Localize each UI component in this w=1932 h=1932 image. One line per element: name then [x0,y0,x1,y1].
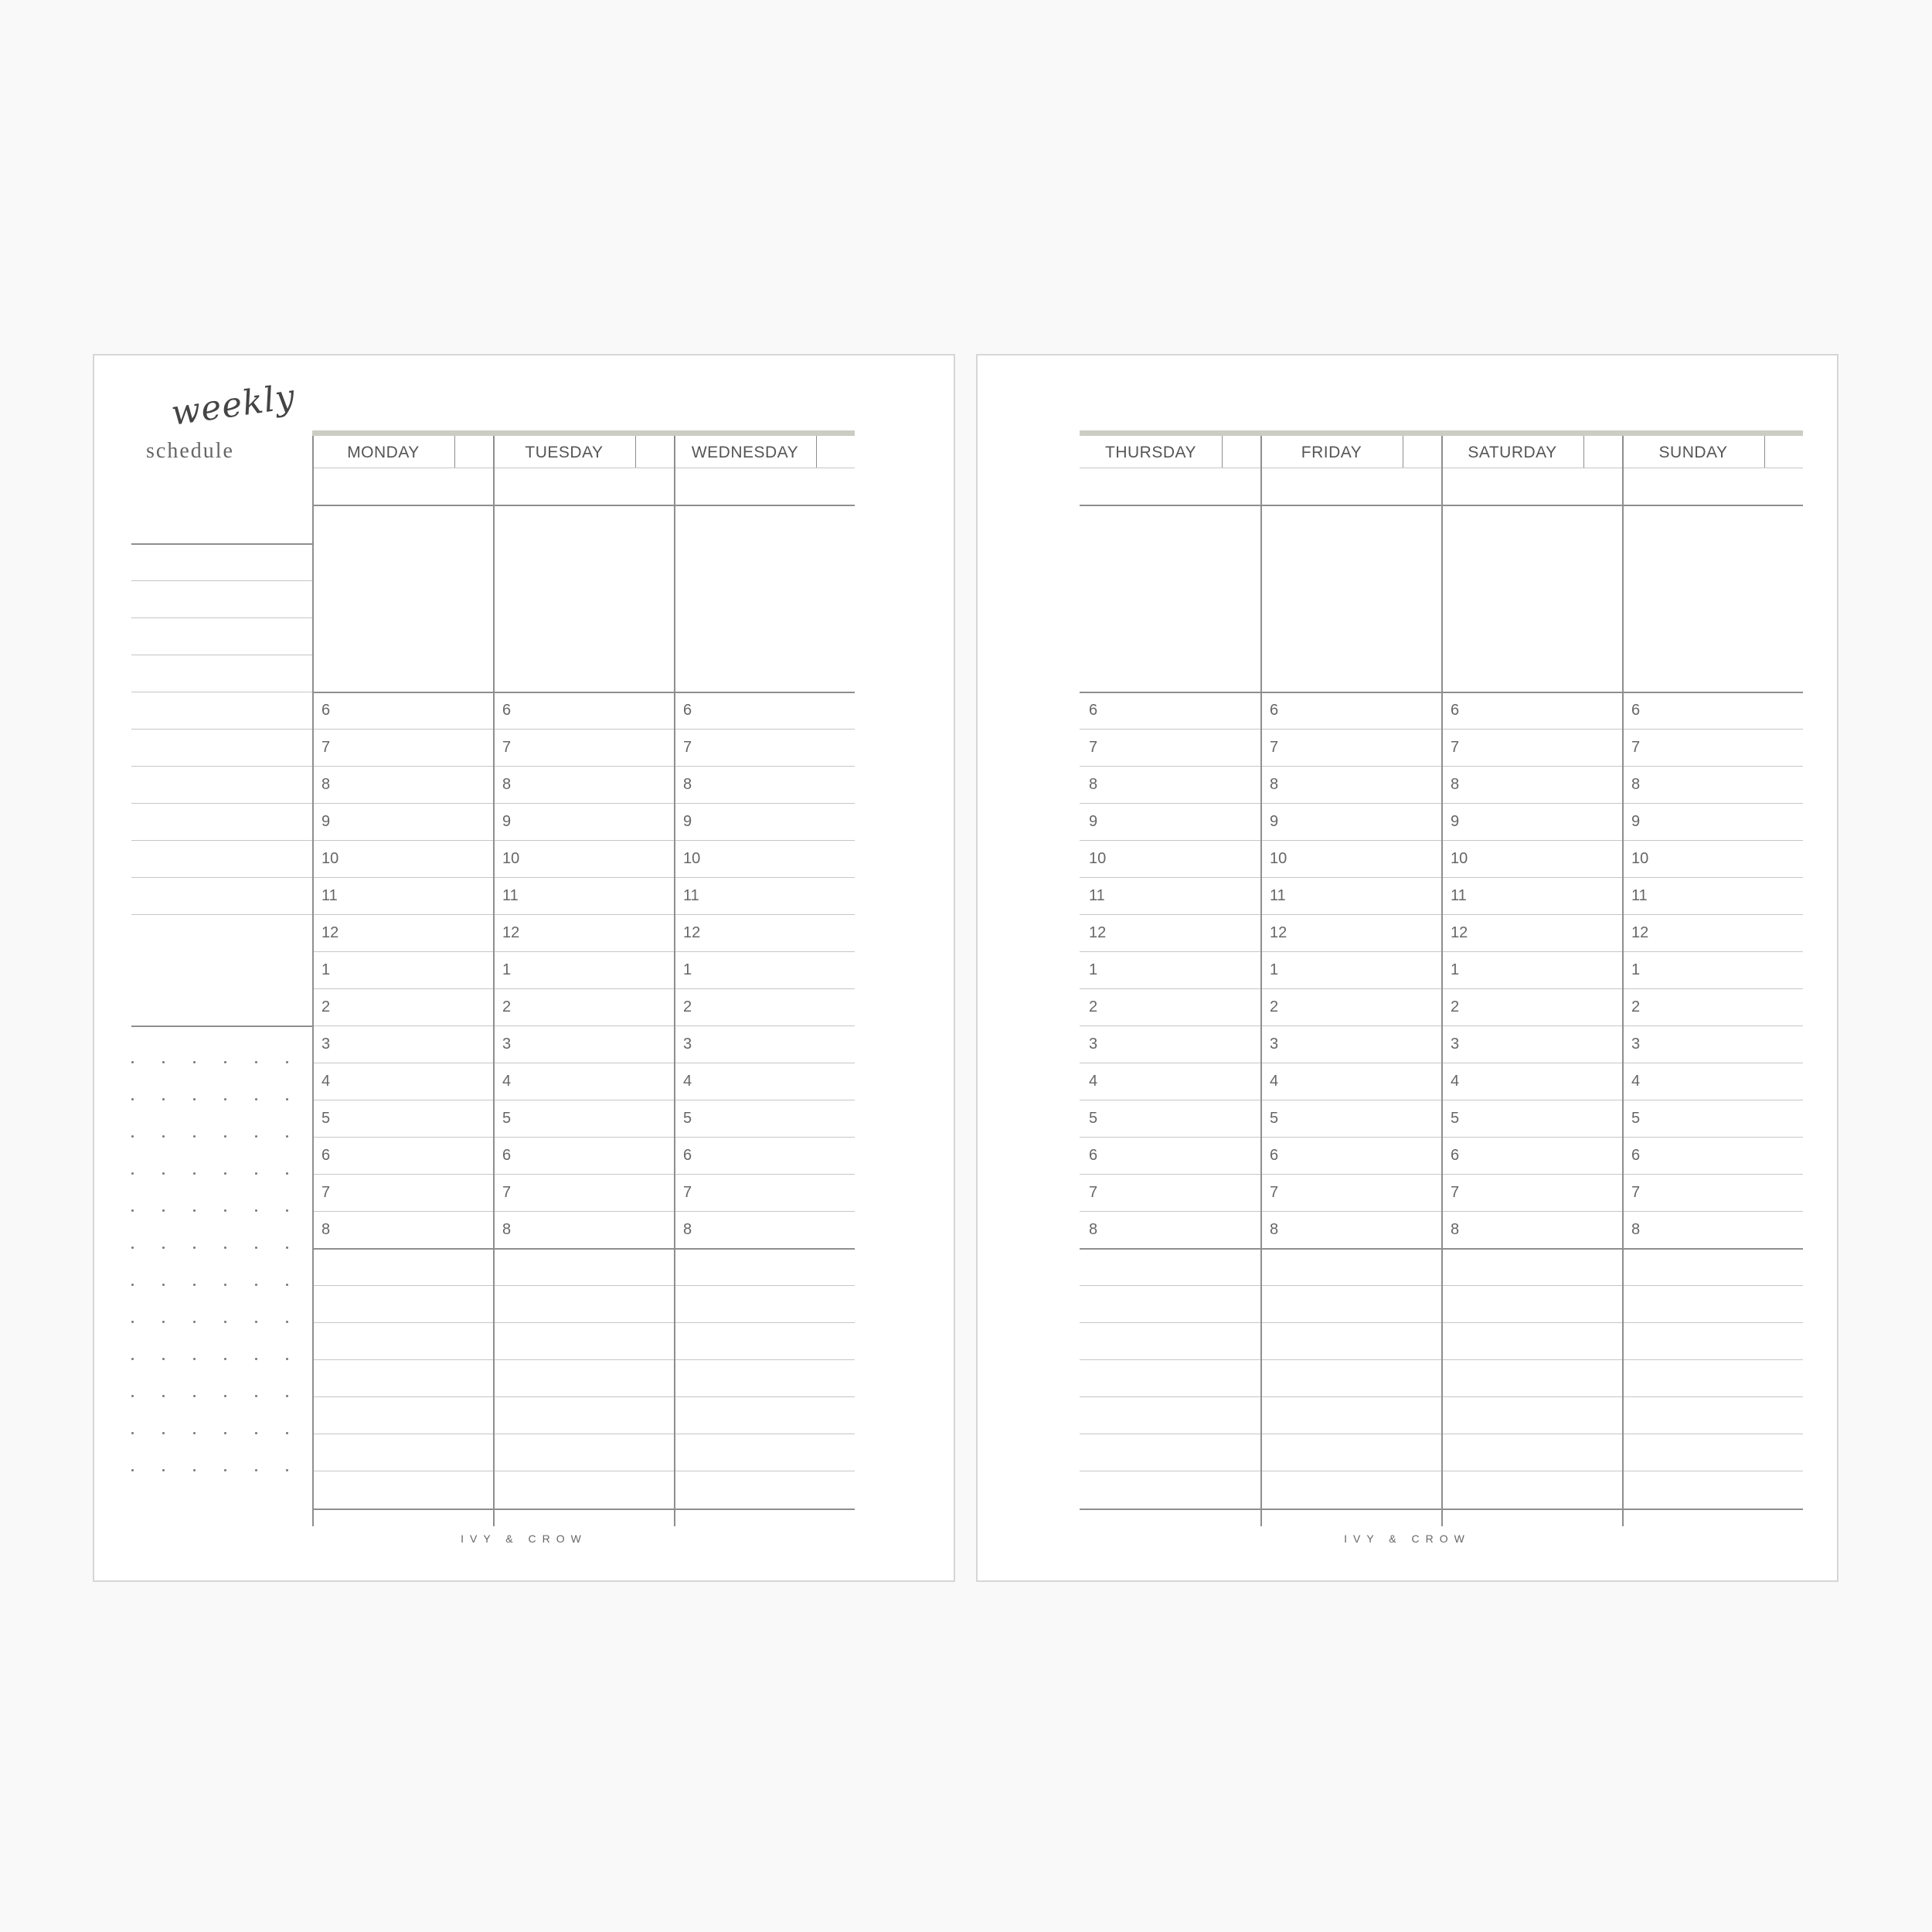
hour-row-line [312,951,855,952]
dot [286,1432,288,1434]
hour-label: 5 [1631,1110,1641,1127]
note-row-line [312,1396,855,1397]
hour-label: 7 [1089,739,1098,756]
hour-label: 7 [1089,1184,1098,1201]
hour-row-line [312,988,855,989]
hour-row-line [312,1211,855,1212]
dot [162,1395,165,1397]
hour-label: 6 [1089,1147,1098,1164]
hour-label: 7 [1270,1184,1279,1201]
hour-row-line [312,1174,855,1175]
hour-label: 12 [1451,924,1468,941]
hour-label: 12 [1089,924,1107,941]
dot [131,1469,134,1471]
day-label: TUESDAY [525,444,604,461]
hour-row-line [312,729,855,730]
hour-label: 11 [1089,887,1105,904]
dot [224,1061,226,1063]
dot [193,1432,196,1434]
hour-label: 12 [1631,924,1649,941]
hour-label: 8 [1451,1221,1460,1238]
hour-label: 8 [683,776,692,793]
brand-footer: IVY & CROW [461,1532,587,1545]
hour-label: 5 [1089,1110,1098,1127]
hour-label: 8 [1451,776,1460,793]
hour-label: 2 [1270,998,1279,1015]
hour-label: 8 [502,1221,512,1238]
hour-label: 6 [321,702,331,719]
dot [286,1135,288,1138]
hour-label: 7 [1451,739,1460,756]
hour-label: 3 [502,1036,512,1053]
day-header-divider [1583,436,1584,468]
hours-bottom-line [312,1248,855,1250]
dot [131,1247,134,1249]
sidebar-line [131,729,312,730]
hour-label: 8 [1089,1221,1098,1238]
day-header-divider [1222,436,1223,468]
hour-label: 8 [1631,776,1641,793]
hour-label: 4 [321,1073,331,1090]
day-header-divider [816,436,817,468]
hour-row-line [312,803,855,804]
hour-label: 7 [1631,739,1641,756]
dot [286,1395,288,1397]
dot [224,1321,226,1323]
dot [162,1358,165,1360]
column-divider [674,436,675,1526]
hour-label: 10 [683,850,701,867]
hour-label: 10 [502,850,520,867]
hour-label: 6 [1631,1147,1641,1164]
day-label: WEDNESDAY [691,444,799,461]
hour-label: 3 [321,1036,331,1053]
hour-label: 1 [502,961,512,978]
hour-label: 12 [1270,924,1287,941]
hour-label: 1 [1451,961,1460,978]
hour-label: 2 [321,998,331,1015]
day-label: THURSDAY [1105,444,1196,461]
hour-label: 8 [1270,1221,1279,1238]
hour-label: 5 [502,1110,512,1127]
sidebar-line [131,803,312,804]
dot [162,1061,165,1063]
hour-label: 1 [1631,961,1641,978]
dot [255,1135,257,1138]
hour-label: 2 [1631,998,1641,1015]
hour-label: 7 [321,739,331,756]
date-row-bottom-line [312,505,855,506]
hour-label: 1 [683,961,692,978]
hour-label: 9 [1451,813,1460,830]
hour-label: 5 [321,1110,331,1127]
dot [162,1432,165,1434]
hour-label: 3 [1451,1036,1460,1053]
column-divider [493,436,495,1526]
dot [255,1172,257,1175]
dot [131,1321,134,1323]
hour-label: 2 [683,998,692,1015]
sidebar-line [131,543,312,545]
dot [193,1172,196,1175]
hour-label: 2 [502,998,512,1015]
dot [162,1247,165,1249]
hour-label: 7 [1451,1184,1460,1201]
column-divider [1441,436,1443,1526]
dot [286,1172,288,1175]
dot [255,1395,257,1397]
dot [193,1321,196,1323]
dot [255,1469,257,1471]
dot [255,1321,257,1323]
hour-label: 10 [1089,850,1107,867]
header-accent-bar [1080,430,1803,436]
hour-label: 7 [683,1184,692,1201]
dot [255,1098,257,1100]
note-row-line [312,1322,855,1323]
hour-label: 4 [1631,1073,1641,1090]
brand-footer: IVY & CROW [1344,1532,1471,1545]
dot [131,1135,134,1138]
hour-label: 4 [1451,1073,1460,1090]
hour-label: 12 [502,924,520,941]
dot [224,1135,226,1138]
hour-label: 11 [1270,887,1286,904]
dot [193,1358,196,1360]
dot [162,1098,165,1100]
dot [162,1135,165,1138]
hour-label: 8 [1270,776,1279,793]
dot [286,1247,288,1249]
dot [193,1209,196,1212]
hour-label: 4 [683,1073,692,1090]
hour-row-line [312,840,855,841]
dot [286,1098,288,1100]
hour-label: 1 [1270,961,1279,978]
dot [131,1098,134,1100]
dot [162,1209,165,1212]
hour-label: 4 [1089,1073,1098,1090]
dot [224,1432,226,1434]
day-header-divider [454,436,455,468]
hour-label: 10 [321,850,339,867]
hour-label: 5 [683,1110,692,1127]
dot [255,1358,257,1360]
hour-label: 7 [683,739,692,756]
dot [255,1284,257,1286]
hour-label: 9 [1089,813,1098,830]
dot [286,1321,288,1323]
sidebar-line [131,617,312,618]
dot [193,1061,196,1063]
hour-label: 9 [683,813,692,830]
hour-label: 12 [321,924,339,941]
hour-row-line [312,1137,855,1138]
day-header-divider [1764,436,1765,468]
top-section-bottom-line [312,692,855,693]
hour-label: 3 [683,1036,692,1053]
hour-label: 8 [321,776,331,793]
dot [286,1061,288,1063]
dot [193,1135,196,1138]
hour-label: 5 [1270,1110,1279,1127]
hour-label: 8 [683,1221,692,1238]
hour-label: 7 [502,739,512,756]
day-header-divider [635,436,636,468]
dot [224,1098,226,1100]
day-label: SATURDAY [1468,444,1557,461]
dot [193,1395,196,1397]
dot [193,1098,196,1100]
sidebar-line [131,1026,312,1027]
hour-label: 11 [321,887,338,904]
hour-label: 12 [683,924,701,941]
column-divider [312,436,314,1526]
hour-label: 6 [1451,1147,1460,1164]
sidebar-line [131,914,312,915]
hour-label: 3 [1089,1036,1098,1053]
title-schedule: schedule [146,439,234,463]
hour-label: 9 [1631,813,1641,830]
hour-label: 6 [502,702,512,719]
hour-label: 7 [1631,1184,1641,1201]
hour-label: 8 [321,1221,331,1238]
dot [162,1284,165,1286]
hour-label: 6 [321,1147,331,1164]
hour-label: 2 [1451,998,1460,1015]
sidebar-line [131,877,312,878]
dot [131,1061,134,1063]
dot [224,1284,226,1286]
hour-label: 8 [1089,776,1098,793]
hour-row-line [312,914,855,915]
hour-label: 6 [502,1147,512,1164]
hour-label: 1 [321,961,331,978]
dot [224,1395,226,1397]
left-page [93,354,955,1582]
hour-label: 11 [502,887,519,904]
hour-label: 6 [1451,702,1460,719]
hour-label: 10 [1270,850,1287,867]
column-divider [1622,436,1624,1526]
dot [131,1284,134,1286]
hour-label: 11 [1631,887,1648,904]
hour-label: 4 [502,1073,512,1090]
sidebar-line [131,840,312,841]
dot [224,1358,226,1360]
hour-label: 8 [502,776,512,793]
dot [131,1395,134,1397]
column-divider [1260,436,1262,1526]
sidebar-line [131,580,312,581]
dot [224,1172,226,1175]
title-weekly: weekly [168,376,298,434]
dot [224,1209,226,1212]
hour-label: 7 [502,1184,512,1201]
dot [286,1284,288,1286]
sidebar-line [131,766,312,767]
dot [255,1209,257,1212]
dot [131,1358,134,1360]
day-label: SUNDAY [1658,444,1728,461]
hour-label: 5 [1451,1110,1460,1127]
day-label: FRIDAY [1301,444,1362,461]
dot [131,1172,134,1175]
dot [193,1284,196,1286]
hour-label: 7 [1270,739,1279,756]
note-row-line [312,1285,855,1286]
hour-label: 10 [1451,850,1468,867]
hour-label: 6 [1270,702,1279,719]
dot [193,1469,196,1471]
dot [131,1432,134,1434]
dot [162,1469,165,1471]
right-page [976,354,1838,1582]
hour-label: 6 [683,1147,692,1164]
dot [131,1209,134,1212]
hour-label: 7 [321,1184,331,1201]
dot [162,1172,165,1175]
hour-label: 9 [1270,813,1279,830]
note-row-line [312,1359,855,1360]
grid-bottom-line [312,1509,855,1510]
hour-label: 8 [1631,1221,1641,1238]
dot [224,1469,226,1471]
dot [286,1209,288,1212]
hour-label: 3 [1270,1036,1279,1053]
header-accent-bar [312,430,855,436]
dot [193,1247,196,1249]
hour-label: 6 [1270,1147,1279,1164]
hour-label: 6 [683,702,692,719]
dot [224,1247,226,1249]
dot [286,1469,288,1471]
hour-label: 3 [1631,1036,1641,1053]
hour-label: 10 [1631,850,1649,867]
dot [255,1061,257,1063]
hour-label: 11 [1451,887,1467,904]
hour-label: 1 [1089,961,1098,978]
hour-label: 2 [1089,998,1098,1015]
hour-label: 6 [1631,702,1641,719]
hour-row-line [312,766,855,767]
hour-label: 9 [502,813,512,830]
hour-label: 4 [1270,1073,1279,1090]
dot [162,1321,165,1323]
hour-label: 6 [1089,702,1098,719]
hour-label: 11 [683,887,699,904]
sidebar-notes [131,355,312,1580]
dot [255,1247,257,1249]
hour-row-line [312,877,855,878]
day-label: MONDAY [347,444,420,461]
hour-label: 9 [321,813,331,830]
dot [286,1358,288,1360]
dot [255,1432,257,1434]
